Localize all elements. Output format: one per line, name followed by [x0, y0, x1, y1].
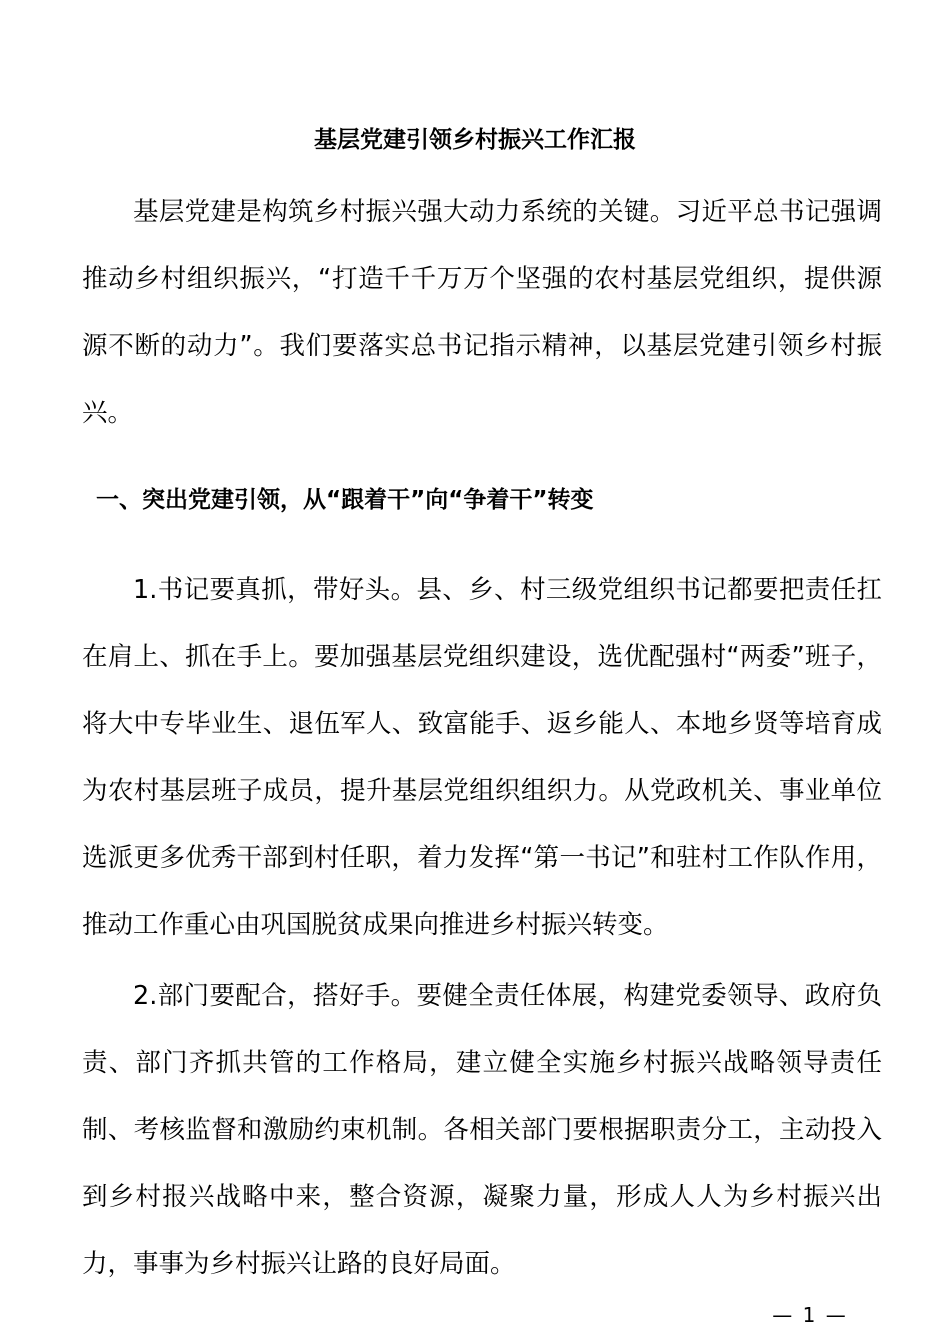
document-title: 基层党建引领乡村振兴工作汇报 [314, 127, 636, 153]
item-paragraph-2: 2.部门要配合，搭好手。要健全责任体展，构建党委领导、政府负责、部门齐抓共管的工作格局，建立健全实施乡村振兴战略领导责任制、考核监督和激励约束机制。各相关部门要根据职责分工，主动投入到乡村报兴战略中来，整合资源，凝聚力量，形成人人为乡村振兴出力，事事为乡村振兴让路的良好局面。 [82, 981, 882, 1279]
section-heading: 一、突出党建引领，从“跟着干”向“争着干”转变 [96, 487, 594, 513]
intro-paragraph: 基层党建是构筑乡村振兴强大动力系统的关键。习近平总书记强调推动乡村组织振兴，“打造千千万万个坚强的农村基层党组织，提供源源不断的动力”。我们要落实总书记指示精神，以基层党建引领乡村振兴。 [82, 197, 882, 428]
item-paragraph-1: 1.书记要真抓，带好头。县、乡、村三级党组织书记都要把责任扛在肩上、抓在手上。要加强基层党组织建设，选优配强村“两委”班子，将大中专毕业生、退伍军人、致富能手、返乡能人、本地乡贤等培育成为农村基层班子成员，提升基层党组织组织力。从党政机关、事业单位选派更多优秀干部到村任职，着力发挥“第一书记”和驻村工作队作用，推动工作重心由巩国脱贫成果向推进乡村振兴转变。 [82, 575, 882, 940]
page-number: — 1 — [772, 1303, 848, 1327]
